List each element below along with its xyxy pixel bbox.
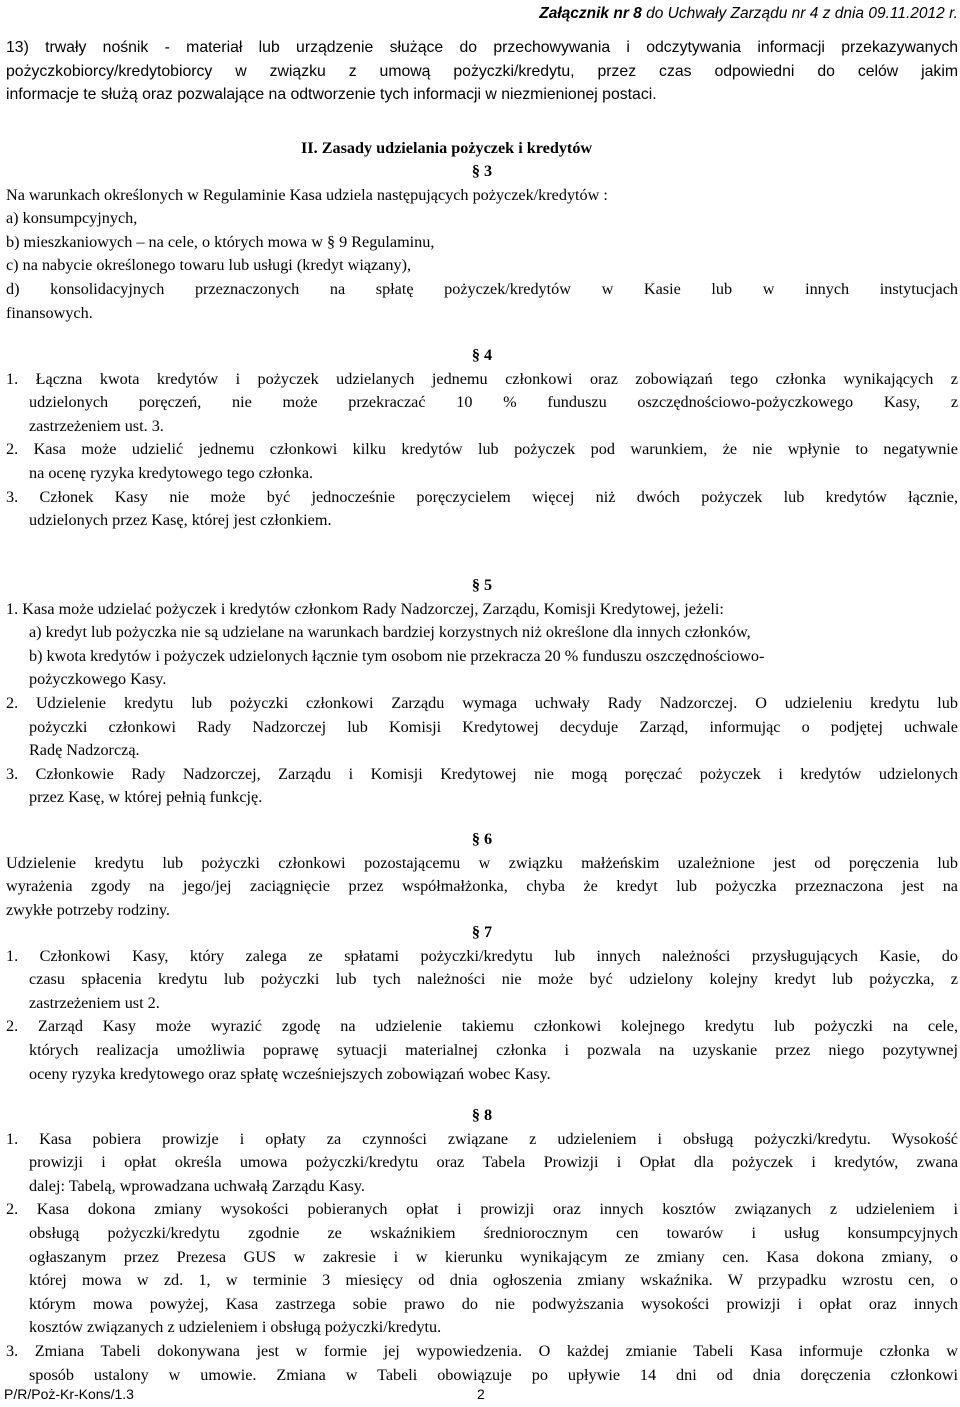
section-7	[6, 921, 958, 1086]
text-line: Na warunkach określonych w Regulaminie Kasa udziela następujących pożyczek/kredytów :	[6, 185, 608, 204]
text-line: pożyczki członkowi Rady Nadzorczej lub Komisji Kredytowej decyduje Zarząd, informując o podjętej uchwale	[29, 717, 958, 736]
text-line: udzielonych poręczeń, nie może przekraczać 10 % funduszu oszczędnościowo-pożyczkowego Kasy, z	[29, 393, 958, 412]
list-item: d) konsolidacyjnych przeznaczonych na spłatę pożyczek/kredytów w Kasie lub w innych instytucjach	[6, 279, 958, 298]
text-line: obsługą pożyczki/kredytu zgodnie ze wskaźnikiem średniorocznym cen towarów i usług konsumpcyjnych	[29, 1223, 958, 1242]
text-line: 1. Łączna kwota kredytów i pożyczek udzielanych jednemu członkowi oraz zobowiązań tego członka wynikających z	[6, 369, 958, 388]
text-line: zwykłe potrzeby rodziny.	[6, 900, 170, 919]
header-resolution-text: do Uchwały Zarządu nr 4 z dnia 09.11.2012 r.	[641, 5, 958, 22]
text-line: ogłaszanym przez Prezesa GUS w zakresie i w kierunku wynikającym ze zmiany cen. Kasa dokona zmiany, o	[29, 1247, 958, 1266]
text-line: udzielonych przez Kasę, której jest członkiem.	[29, 511, 332, 530]
text-line: Radę Nadzorczą.	[29, 741, 140, 760]
section-title: § 6	[471, 830, 493, 848]
text-line: przez Kasę, w której pełnią funkcję.	[29, 788, 263, 807]
footer-page-number: 2	[477, 1386, 485, 1402]
text-line: 2. Udzielenie kredytu lub pożyczki członkowi Zarządu wymaga uchwały Rady Nadzorczej. O udzieleniu kredytu lub	[6, 693, 958, 712]
list-item: c) na nabycie określonego towaru lub usługi (kredyt wiązany),	[6, 256, 412, 275]
page-header	[539, 2, 958, 26]
section-title: § 5	[471, 576, 493, 594]
text-line: której mowa w zd. 1, w terminie 3 miesięcy od dnia ogłoszenia zmiany wskaźnika. W przypadku wzrostu cen, o	[29, 1271, 958, 1290]
text-line: zastrzeżeniem ust 2.	[29, 993, 160, 1012]
text-line: Udzielenie kredytu lub pożyczki członkowi pozostającemu w związku małżeńskim uzależnione jest od poręczenia lub	[6, 853, 958, 872]
section-5	[6, 574, 958, 810]
chapter-title: II. Zasady udzielania pożyczek i kredytów	[301, 139, 593, 157]
footer-document-code: P/R/Poż-Kr-Kons/1.3	[4, 1386, 134, 1402]
list-item: b) mieszkaniowych – na cele, o których mowa w § 9 Regulaminu,	[6, 232, 435, 251]
list-item: a) kredyt lub pożyczka nie są udzielane na warunkach bardziej korzystnych niż określone dla innych członków,	[29, 623, 751, 642]
text-line: zastrzeżeniem ust. 3.	[29, 416, 164, 435]
list-item: b) kwota kredytów i pożyczek udzielonych łącznie tym osobom nie przekracza 20 % funduszu oszczędnościowo-	[29, 646, 765, 665]
text-line: 3. Członek Kasy nie może być jednocześnie poręczycielem więcej niż dwóch pożyczek lub kredytów łącznie,	[6, 487, 958, 506]
section-title: § 8	[471, 1106, 493, 1124]
text-line: 1. Kasa pobiera prowizje i opłaty za czynności związane z udzieleniem i obsługą pożyczki/kredytu. Wysokość	[6, 1129, 958, 1148]
text-line: 2. Zarząd Kasy może wyrazić zgodę na udzielenie takiemu członkowi kolejnego kredytu lub pożyczki na cele,	[6, 1017, 958, 1036]
list-item: a) konsumpcyjnych,	[6, 209, 138, 228]
text-line: finansowych.	[6, 303, 93, 322]
text-line: pożyczkowego Kasy.	[29, 670, 167, 689]
section-4	[6, 344, 958, 533]
text-line: 3. Zmiana Tabeli dokonywana jest w formie jej wypowiedzenia. O każdej zmianie Tabeli Kasa informuje członka w	[6, 1341, 958, 1360]
section-3	[6, 160, 958, 325]
text-line: 3. Członkowie Rady Nadzorczej, Zarządu i Komisji Kredytowej nie mogą poręczać pożyczek i kredytów udzielonych	[6, 764, 958, 783]
text-line: 13) trwały nośnik - materiał lub urządzenie służące do przechowywania i odczytywania informacji przekazywanych	[6, 39, 958, 56]
text-line: na ocenę ryzyka kredytowego tego członka.	[29, 463, 314, 482]
section-title: § 3	[471, 162, 493, 180]
section-8	[6, 1104, 958, 1387]
text-line: wyrażenia zgody na jego/jej zaciągnięcie przez współmałżonka, chyba że kredyt lub pożyczka przeznaczona jest na	[6, 877, 958, 896]
text-line: dalej: Tabelą, wprowadzana uchwałą Zarządu Kasy.	[29, 1176, 365, 1195]
text-line: którym mowa powyżej, Kasa zastrzega sobie prawo do nie podwyższania wysokości prowizji i opłat oraz innych	[29, 1294, 958, 1313]
text-line: 2. Kasa może udzielić jednemu członkowi kilku kredytów lub pożyczek pod warunkiem, że nie wpłynie to negatywnie	[6, 440, 958, 459]
text-line: 1. Kasa może udzielać pożyczek i kredytów członkom Rady Nadzorczej, Zarządu, Komisji Kredytowej, jeżeli:	[6, 599, 724, 618]
text-line: sposób ustalony w umowie. Zmiana w Tabeli obowiązuje po upływie 14 dni od dnia doręczenia członkowi	[29, 1365, 958, 1384]
text-line: informacje te służą oraz pozwalające na odtworzenie tych informacji w niezmienionej postaci.	[6, 86, 657, 104]
text-line: pożyczkobiorcy/kredytobiorcy w związku z umową pożyczki/kredytu, przez czas odpowiedni do celów jakim	[6, 62, 958, 80]
text-line: 1. Członkowi Kasy, który zalega ze spłatami pożyczki/kredytu lub innych należności przysługujących Kasie, do	[6, 946, 958, 965]
text-line: 2. Kasa dokona zmiany wysokości pobieranych opłat i prowizji oraz innych kosztów związanych z udzieleniem i	[6, 1200, 958, 1219]
text-line: których realizacja umożliwia poprawę sytuacji materialnej członka i pozwala na uzyskanie przez niego pozytywnej	[29, 1040, 958, 1059]
text-line: czasu spłacenia kredytu lub pożyczki lub tych należności nie może być udzielony kolejny kredyt lub pożyczka, z	[29, 970, 958, 989]
text-line: oceny ryzyka kredytowego oraz spłatę wcześniejszych zobowiązań wobec Kasy.	[29, 1064, 551, 1083]
text-line: prowizji i opłat określa umowa pożyczki/kredytu oraz Tabela Prowizji i Opłat dla pożyczek i kredytów, zwana	[29, 1153, 958, 1172]
text-line: kosztów związanych z udzieleniem i obsługą pożyczki/kredytu.	[29, 1318, 442, 1337]
section-title: § 7	[471, 923, 493, 941]
definition-13	[6, 36, 958, 107]
section-title: § 4	[471, 346, 493, 364]
header-annex-label: Załącznik nr 8	[539, 5, 642, 22]
section-6	[6, 828, 958, 922]
